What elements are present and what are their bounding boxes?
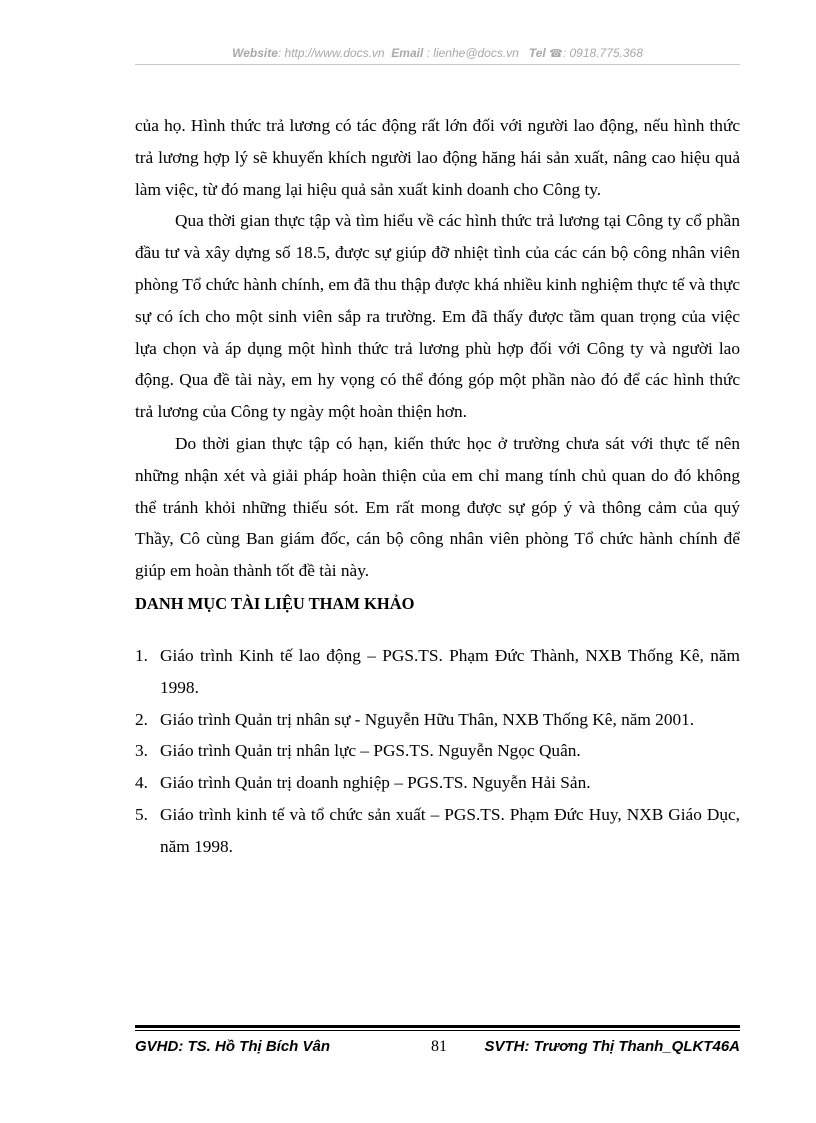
reference-text: Giáo trình Kinh tế lao động – PGS.TS. Phạm Đức Thành, NXB Thống Kê, năm 1998. [160,645,740,697]
phone-icon: ☎ [549,48,563,60]
reference-item [135,735,740,767]
website-link[interactable]: : http://www.docs.vn [277,46,385,60]
reference-number: 5. [135,804,148,824]
reference-item [135,704,740,736]
page-number: 81 [431,1038,447,1055]
page-footer [135,1038,740,1062]
reference-item [135,799,740,863]
footer-supervisor: GVHD: TS. Hồ Thị Bích Vân [135,1038,331,1055]
page-header [135,46,740,65]
footer-divider-thin [135,1030,740,1031]
tel-label: Tel [528,46,546,60]
page-content [135,110,740,863]
reference-number: 3. [135,741,148,761]
website-label: Website [232,46,278,60]
footer-divider-thick [135,1025,740,1028]
email-link[interactable]: : lienhe@docs.vn [426,46,519,60]
footer-student: SVTH: Trương Thị Thanh_QLKT46A [484,1038,740,1055]
reference-number: 4. [135,773,148,793]
body-paragraph-2: Qua thời gian thực tập và tìm hiểu về các hình thức trả lương tại Công ty cổ phần đầu tư và xây dựng số 18.5, được sự giúp đỡ nhiệt tình của các cán bộ công nhân viên phòng Tổ chức hành chính, em đã thu thập được khá nhiều kinh nghiệm thực tế và thực sự có ích cho một sinh viên sắp ra trường. Em đã thấy được tầm quan trọng của việc lựa chọn và áp dụng một hình thức trả lương phù hợp đối với Công ty và người lao động. Qua đề tài này, em hy vọng có thể đóng góp một phần nào đó để các hình thức trả lương của Công ty ngày một hoàn thiện hơn. [135,211,740,422]
reference-item [135,767,740,799]
tel-value: : 0918.775.368 [562,46,643,60]
body-paragraph-3: Do thời gian thực tập có hạn, kiến thức học ở trường chưa sát với thực tế nên những nhận xét và giải pháp hoàn thiện của em chỉ mang tính chủ quan do đó không thể tránh khỏi những thiếu sót. Em rất mong được sự góp ý và thông cảm của quý Thầy, Cô cùng Ban giám đốc, cán bộ công nhân viên phòng Tổ chức hành chính để giúp em hoàn thành tốt đề tài này. [135,433,740,581]
references-list [135,640,740,863]
reference-text: Giáo trình Quản trị nhân lực – PGS.TS. Nguyễn Ngọc Quân. [160,741,581,761]
reference-item [135,640,740,704]
reference-text: Giáo trình kinh tế và tổ chức sản xuất – PGS.TS. Phạm Đức Huy, NXB Giáo Dục, năm 1998. [160,804,740,856]
email-label: Email [391,46,424,60]
reference-text: Giáo trình Quản trị nhân sự - Nguyễn Hữu Thân, NXB Thống Kê, năm 2001. [160,709,695,729]
reference-text: Giáo trình Quản trị doanh nghiệp – PGS.TS. Nguyễn Hải Sản. [160,773,591,793]
reference-number: 1. [135,645,148,665]
references-title: DANH MỤC TÀI LIỆU THAM KHẢO [135,593,415,613]
body-paragraph-1: của họ. Hình thức trả lương có tác động rất lớn đối với người lao động, nếu hình thức trả lương hợp lý sẽ khuyến khích người lao động hăng hái sản xuất, nâng cao hiệu quả làm việc, từ đó mang lại hiệu quả sản xuất kinh doanh cho Công ty. [135,116,740,199]
reference-number: 2. [135,709,148,729]
